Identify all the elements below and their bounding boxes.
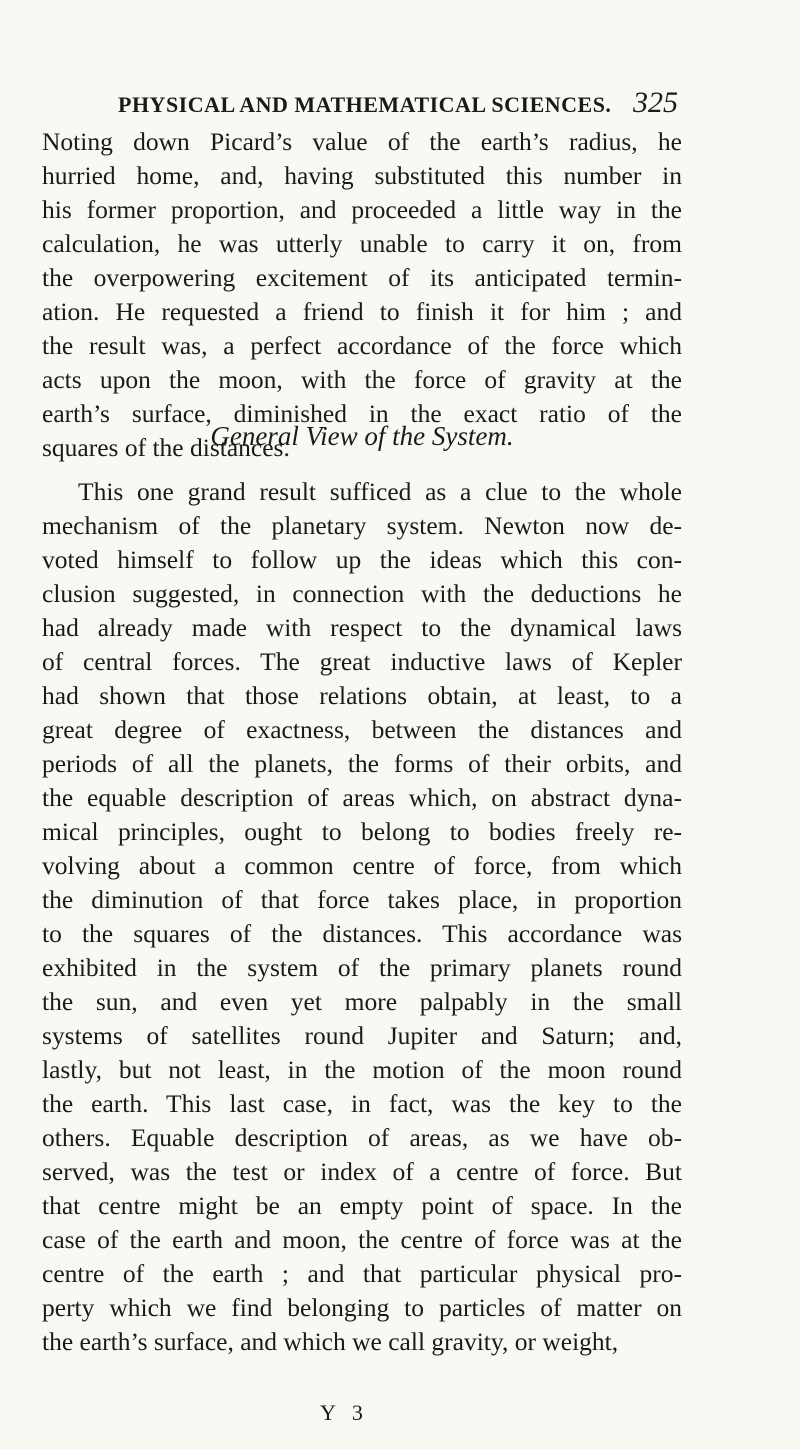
text-line: had already made with respect to the dynamical laws xyxy=(42,613,682,642)
text-line: the sun, and even yet more palpably in the small xyxy=(42,987,682,1016)
text-line: the earth. This last case, in fact, was the key to the xyxy=(42,1089,682,1118)
running-head-title: PHYSICAL AND MATHEMATICAL SCIENCES. xyxy=(118,92,612,117)
text-line: acts upon the moon, with the force of gravity at the xyxy=(42,365,682,394)
text-line: volving about a common centre of force, from which xyxy=(42,851,682,880)
text-line: mical principles, ought to belong to bodies freely re- xyxy=(42,817,682,846)
page-number: 325 xyxy=(633,86,678,119)
text-line: clusion suggested, in connection with the deductions he xyxy=(42,579,682,608)
text-line: case of the earth and moon, the centre of force was at the xyxy=(42,1225,682,1254)
text-line: This one grand result sufficed as a clue to the whole xyxy=(78,477,682,506)
text-line: great degree of exactness, between the distances and xyxy=(42,715,682,744)
text-line: served, was the test or index of a centre of force. But xyxy=(42,1157,682,1186)
text-line: voted himself to follow up the ideas which this con- xyxy=(42,545,682,574)
text-line: the earth’s surface, and which we call gravity, or weight, xyxy=(42,1327,619,1356)
text-line: perty which we find belonging to particles of matter on xyxy=(42,1293,682,1322)
text-line: the overpowering excitement of its anticipated termin- xyxy=(42,263,682,292)
text-line: earth’s surface, diminished in the exact ratio of the xyxy=(42,399,682,428)
text-line: the diminution of that force takes place, in proportion xyxy=(42,885,682,914)
text-line: that centre might be an empty point of space. In the xyxy=(42,1191,682,1220)
text-line: the equable description of areas which, on abstract dyna- xyxy=(42,783,682,812)
text-line: ation. He requested a friend to finish it for him ; and xyxy=(42,297,682,326)
signature-number: 3 xyxy=(351,1400,365,1425)
text-line: systems of satellites round Jupiter and Saturn; and, xyxy=(42,1021,682,1050)
text-line: his former proportion, and proceeded a little way in the xyxy=(42,195,682,224)
text-line: lastly, but not least, in the motion of the moon round xyxy=(42,1055,682,1084)
text-line: of central forces. The great inductive laws of Kepler xyxy=(42,647,682,676)
text-line: mechanism of the planetary system. Newton now de- xyxy=(42,511,682,540)
paragraph-1 xyxy=(42,125,682,465)
paragraph-2 xyxy=(42,475,682,1359)
text-line: others. Equable description of areas, as we have ob- xyxy=(42,1123,682,1152)
text-line: to the squares of the distances. This accordance was xyxy=(42,919,682,948)
text-line: hurried home, and, having substituted this number in xyxy=(42,161,682,190)
text-line: exhibited in the system of the primary planets round xyxy=(42,953,682,982)
text-line: calculation, he was utterly unable to carry it on, from xyxy=(42,229,682,258)
running-head xyxy=(118,86,678,122)
signature-mark xyxy=(320,1400,365,1426)
text-line: squares of the distances. xyxy=(42,433,290,462)
text-line: Noting down Picard’s value of the earth’s radius, he xyxy=(42,127,682,156)
section-heading: General View of the System. xyxy=(210,421,514,451)
text-line: had shown that those relations obtain, at least, to a xyxy=(42,681,682,710)
signature-letter: Y xyxy=(320,1400,338,1425)
text-line: the result was, a perfect accordance of the force which xyxy=(42,331,682,360)
text-line: periods of all the planets, the forms of their orbits, and xyxy=(42,749,682,778)
text-line: centre of the earth ; and that particular physical pro- xyxy=(42,1259,682,1288)
